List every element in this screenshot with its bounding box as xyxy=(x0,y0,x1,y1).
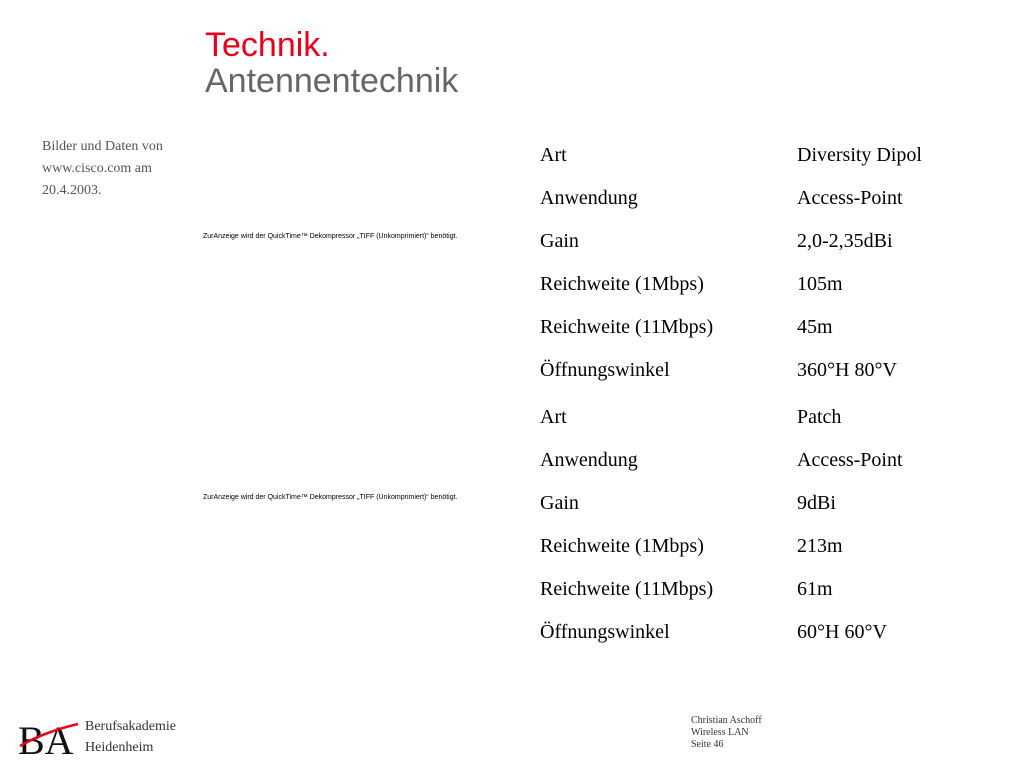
spec-label: Gain xyxy=(540,492,579,514)
table-row xyxy=(540,306,980,349)
spec-label: Reichweite (11Mbps) xyxy=(540,578,714,600)
spec-value: 9dBi xyxy=(797,492,836,514)
spec-value: 45m xyxy=(797,316,833,338)
logo-letters: BA xyxy=(18,718,74,758)
ba-logo xyxy=(18,718,80,758)
table-row xyxy=(540,568,980,611)
spec-table-dipol xyxy=(540,134,980,392)
footer-page-number: Seite 46 xyxy=(691,739,724,750)
spec-label: Art xyxy=(540,406,567,428)
spec-value: Patch xyxy=(797,406,842,428)
org-name-line2: Heidenheim xyxy=(85,740,154,755)
spec-label: Anwendung xyxy=(540,187,638,209)
table-row xyxy=(540,220,980,263)
image-placeholder-dipol: ZurAnzeige wird der QuickTime™ Dekompressor „TIFF (Unkomprimiert)“ benötigt. xyxy=(203,233,458,240)
spec-value: 61m xyxy=(797,578,833,600)
org-name-line1: Berufsakademie xyxy=(85,719,176,734)
spec-value: Diversity Dipol xyxy=(797,144,922,166)
spec-label: Gain xyxy=(540,230,579,252)
table-row xyxy=(540,349,980,392)
spec-value: 360°H 80°V xyxy=(797,359,897,381)
table-row xyxy=(540,396,980,439)
footer-author: Christian Aschoff xyxy=(691,715,762,726)
spec-label: Reichweite (11Mbps) xyxy=(540,316,714,338)
spec-label: Öffnungswinkel xyxy=(540,621,670,643)
spec-label: Art xyxy=(540,144,567,166)
footer-info xyxy=(691,715,762,751)
table-row xyxy=(540,482,980,525)
table-row xyxy=(540,177,980,220)
table-row xyxy=(540,263,980,306)
spec-label: Anwendung xyxy=(540,449,638,471)
spec-value: 2,0-2,35dBi xyxy=(797,230,893,252)
spec-value: Access-Point xyxy=(797,187,903,209)
spec-value: 60°H 60°V xyxy=(797,621,887,643)
slide-title: Technik. xyxy=(205,26,330,64)
footer-topic: Wireless LAN xyxy=(691,727,749,738)
table-row xyxy=(540,611,980,654)
table-row xyxy=(540,525,980,568)
spec-label: Reichweite (1Mbps) xyxy=(540,273,704,295)
source-note: Bilder und Daten von www.cisco.com am 20.4.2003. xyxy=(42,139,163,198)
spec-label: Öffnungswinkel xyxy=(540,359,670,381)
image-placeholder-patch: ZurAnzeige wird der QuickTime™ Dekompressor „TIFF (Unkomprimiert)“ benötigt. xyxy=(203,494,458,501)
slide-subtitle: Antennentechnik xyxy=(205,62,459,100)
spec-value: 213m xyxy=(797,535,843,557)
organization-name xyxy=(85,716,176,758)
table-row xyxy=(540,134,980,177)
table-row xyxy=(540,439,980,482)
spec-value: 105m xyxy=(797,273,843,295)
spec-label: Reichweite (1Mbps) xyxy=(540,535,704,557)
spec-value: Access-Point xyxy=(797,449,903,471)
spec-table-patch xyxy=(540,396,980,654)
